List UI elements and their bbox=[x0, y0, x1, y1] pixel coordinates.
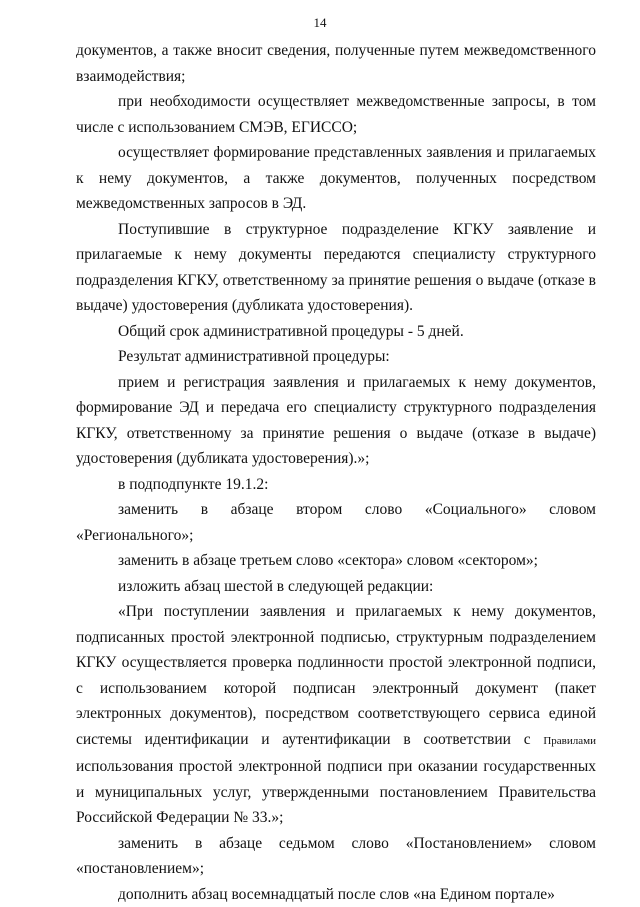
document-body bbox=[76, 38, 596, 907]
paragraph-12-text-after: использования простой электронной подписи при оказании государственных и муниципальных услуг, утвержденными постановлением Правительства Российской Федерации № 33.»; bbox=[76, 758, 596, 826]
paragraph-2: при необходимости осуществляет межведомственные запросы, в том числе с использованием СМЭВ, ЕГИССО; bbox=[76, 89, 596, 140]
paragraph-12-text-before: «При поступлении заявления и прилагаемых к нему документов, подписанных простой электронной подписью, структурным подразделением КГКУ осуществляется проверка подлинности простой электронной подписи, с использованием которой подписан электронный документ (пакет электронных документов), посредством соответствующего сервиса единой системы идентификации и аутентификации в соответствии с bbox=[76, 603, 596, 748]
paragraph-7: прием и регистрация заявления и прилагаемых к нему документов, формирование ЭД и передача его специалисту структурного подразделения КГКУ, ответственному за принятие решения о выдаче (отказе в выдаче) удостоверения (дубликата удостоверения).»; bbox=[76, 370, 596, 472]
paragraph-14: дополнить абзац восемнадцатый после слов «на Едином портале» bbox=[76, 882, 596, 907]
paragraph-4: Поступившие в структурное подразделение КГКУ заявление и прилагаемые к нему документы передаются специалисту структурного подразделения КГКУ, ответственному за принятие решения о выдаче (отказе в выдаче) удостоверения (дубликата удостоверения). bbox=[76, 217, 596, 319]
paragraph-11: изложить абзац шестой в следующей редакции: bbox=[76, 574, 596, 600]
paragraph-3: осуществляет формирование представленных заявления и прилагаемых к нему документов, а также документов, полученных посредством межведомственных запросов в ЭД. bbox=[76, 140, 596, 217]
paragraph-13: заменить в абзаце седьмом слово «Постановлением» словом «постановлением»; bbox=[76, 831, 596, 882]
paragraph-6: Результат административной процедуры: bbox=[76, 344, 596, 370]
paragraph-8: в подподпункте 19.1.2: bbox=[76, 472, 596, 498]
paragraph-12 bbox=[76, 599, 596, 831]
paragraph-9: заменить в абзаце втором слово «Социального» словом «Регионального»; bbox=[76, 497, 596, 548]
paragraph-5: Общий срок административной процедуры - 5 дней. bbox=[76, 319, 596, 345]
paragraph-12-small-word: Правилами bbox=[543, 735, 596, 747]
page-number: 14 bbox=[0, 15, 640, 31]
paragraph-1: документов, а также вносит сведения, полученные путем межведомственного взаимодействия; bbox=[76, 38, 596, 89]
paragraph-10: заменить в абзаце третьем слово «сектора» словом «сектором»; bbox=[76, 548, 596, 574]
